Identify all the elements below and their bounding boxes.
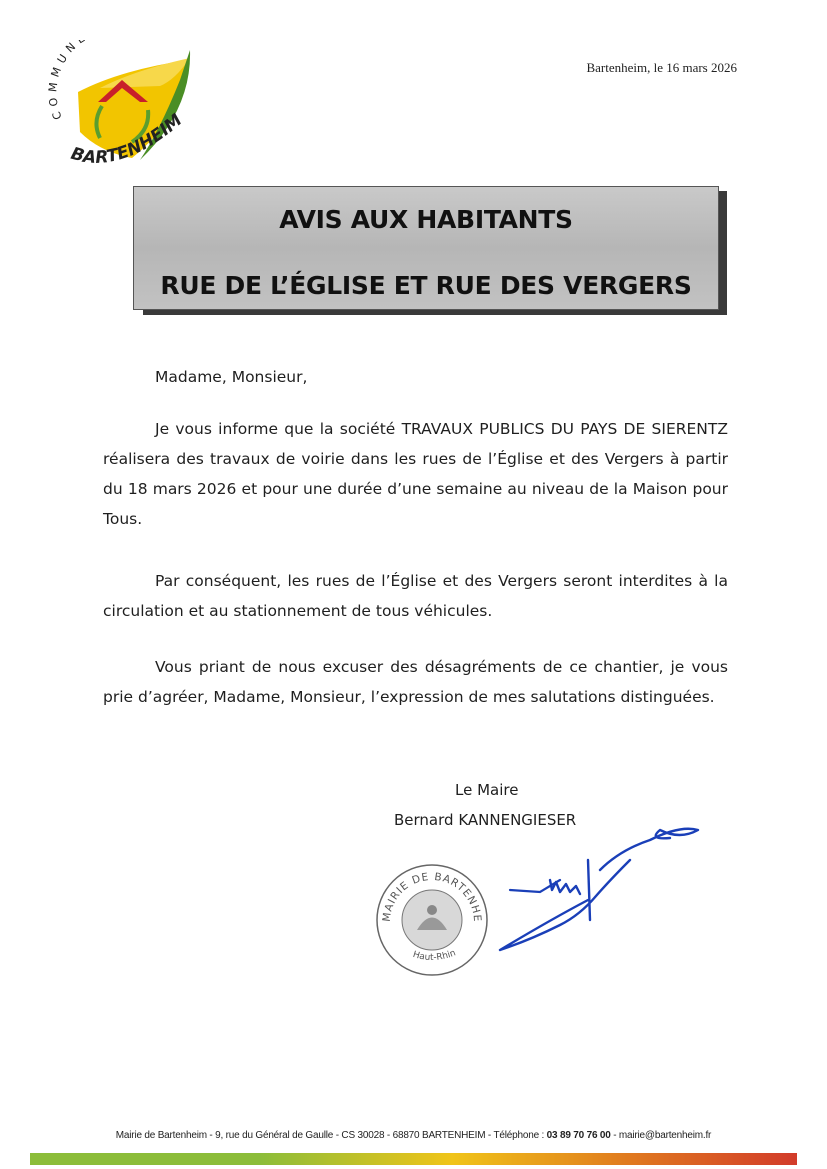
logo-arc-text: COMMUN — [46, 40, 82, 122]
handwritten-signature — [470, 800, 710, 980]
banner-title: AVIS AUX HABITANTS — [279, 205, 573, 234]
letter-greeting: Madame, Monsieur, — [155, 368, 308, 386]
svg-text:Haut-Rhin — [412, 948, 458, 963]
paragraph-text: Vous priant de nous excuser des désagréments de ce chantier, je vous prie d’agréer, Madame, Monsieur, l’expression de mes salutations distinguées. — [103, 658, 728, 706]
signatory-name: Bernard KANNENGIESER — [394, 811, 577, 829]
stamp-text-bottom: Haut-Rhin — [411, 948, 458, 964]
letter-paragraph — [103, 414, 728, 534]
footer-email: - mairie@bartenheim.fr — [610, 1130, 712, 1141]
footer-color-bar — [30, 1153, 797, 1165]
date-line: Bartenheim, le 16 mars 2026 — [586, 60, 737, 75]
commune-logo — [40, 40, 220, 180]
letter-paragraph — [103, 566, 728, 626]
commune-logo-icon — [40, 40, 220, 180]
stamp-text-top: MAIRIE DE BARTENHE — [380, 870, 484, 923]
footer-contact — [0, 1130, 827, 1141]
paragraph-text: Par conséquent, les rues de l’Église et des Vergers seront interdites à la circulation et au stationnement de tous véhicules. — [103, 572, 728, 620]
banner-subtitle: RUE DE L’ÉGLISE ET RUE DES VERGERS — [160, 271, 692, 300]
notice-banner — [133, 186, 719, 310]
logo-name-text: BARTENHEIM — [68, 110, 187, 168]
signatory-title: Le Maire — [455, 781, 519, 799]
letter-paragraph — [103, 652, 728, 712]
footer-phone: 03 89 70 76 00 — [546, 1130, 611, 1141]
signature-scribble-icon — [470, 800, 710, 980]
footer-address: Mairie de Bartenheim - 9, rue du Général de Gaulle - CS 30028 - 68870 BARTENHEIM - Téléphone : — [115, 1130, 547, 1141]
paragraph-text: Je vous informe que la société TRAVAUX PUBLICS DU PAYS DE SIERENTZ réalisera des travaux de voirie dans les rues de l’Église et des Vergers à partir du 18 mars 2026 et pour une durée d’une semaine au niveau de la Maison pour Tous. — [103, 420, 728, 528]
